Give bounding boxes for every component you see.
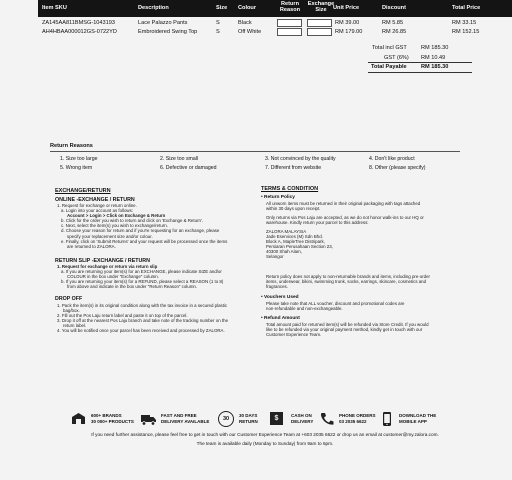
- total-payable-value: RM 185.30: [421, 64, 449, 70]
- row-size: S: [216, 20, 220, 26]
- table-row: [38, 20, 512, 28]
- feature-line: PHONE ORDERS: [339, 413, 376, 418]
- reason-item: 4. Don't like product: [369, 156, 415, 162]
- feature-line: FAST AND FREE: [161, 413, 197, 418]
- cash-on-delivery-icon: $: [270, 412, 283, 425]
- row-description: Embroidered Swing Top: [138, 29, 198, 35]
- header-total-price: Total Price: [452, 5, 481, 11]
- total-payable-label: Total Payable: [371, 64, 407, 70]
- row-sku: ZA145AA811BMSG-1043193: [42, 20, 115, 26]
- footer-contact-text: If you need further assistance, please feel free to get in touch with our Customer Experience Team at +603 2035 6622 or drop us an email at customer@my.zalora.com.: [91, 432, 439, 437]
- return-reason-box[interactable]: [277, 19, 302, 27]
- header-exchange-size: Exchange Size: [307, 1, 335, 13]
- feature-line: 600+ BRANDS: [91, 413, 122, 418]
- header-size: Size: [216, 5, 228, 11]
- return-reason-box[interactable]: [277, 28, 302, 36]
- row-discount: RM 26.85: [382, 29, 407, 35]
- reason-item: 3. Not convinced by the quality: [265, 156, 336, 162]
- row-total-price: RM 152.15: [452, 29, 480, 35]
- return-address: ZALORA MALAYSIA Jade Eservices (M) Sdn Bhd. Block A, MapleTree Distripark, Persiaran Perusahaan Section 23, 40300 Shah Alam, Selangor: [266, 229, 333, 260]
- non-returnable-policy-text: Return policy does not apply to non-returnable brands and items, including pre-order items, underwear, bikini, swimming trunk, socks, earrings, skincare, cosmetics and fragrances.: [266, 274, 431, 290]
- total-incl-gst-label: Total incl GST: [372, 45, 407, 51]
- items-table-header: [38, 0, 512, 17]
- vouchers-used-title: • Vouchers Used: [261, 295, 299, 300]
- reason-item: 2. Size too small: [160, 156, 199, 162]
- row-unit-price: RM 39.00: [335, 20, 360, 26]
- header-discount: Discount: [382, 5, 406, 11]
- header-unit-price: Unit Price: [333, 5, 360, 11]
- exchange-size-box[interactable]: [307, 19, 332, 27]
- totals-divider: [368, 62, 472, 63]
- reason-item: 7. Different from website: [265, 165, 322, 171]
- table-row: [38, 29, 512, 37]
- refund-amount-text: Total amount paid for returned item(s) will be refunded via Store Credit. If you would like to be refunded via your original payment method, kindly get in touch with our Customer Experience Team.: [266, 322, 429, 338]
- brands-icon: [70, 411, 87, 427]
- feature-line: RETURN: [239, 418, 258, 424]
- row-discount: RM 5.85: [382, 20, 404, 26]
- reason-item: 5. Wrong item: [60, 165, 93, 171]
- feature-line: DOWNLOAD THE: [399, 413, 437, 418]
- header-colour: Colour: [238, 5, 257, 11]
- online-exchange-title: ONLINE -EXCHANGE / RETURN: [55, 197, 135, 203]
- return-policy-title: • Return Policy: [261, 195, 295, 200]
- reason-item: 8. Other (please specify): [369, 165, 426, 171]
- feature-line: 30 DAYS: [239, 413, 258, 418]
- row-total-price: RM 33.15: [452, 20, 477, 26]
- feature-line: CASH ON: [291, 413, 312, 418]
- total-incl-gst-value: RM 185.30: [421, 45, 449, 51]
- reason-item: 6. Defective or damaged: [160, 165, 217, 171]
- return-reasons-divider: [50, 151, 460, 152]
- mobile-app-icon: [378, 411, 395, 427]
- row-unit-price: RM 179.00: [335, 29, 363, 35]
- feature-line: DELIVERY AVAILABLE: [161, 418, 210, 424]
- exchange-return-heading: EXCHANGE/RETURN: [55, 188, 111, 194]
- gst-value: RM 10.49: [421, 55, 446, 61]
- row-description: Lace Palazzo Pants: [138, 20, 188, 26]
- gst-label: GST (6%): [384, 55, 409, 61]
- return-slip-title: RETURN SLIP -EXCHANGE / RETURN: [55, 258, 150, 264]
- header-sku: Item SKU: [42, 5, 67, 11]
- vouchers-used-text: Please take note that ALL voucher, discount and promotional codes are non-refundable and non-exchangeable.: [266, 301, 405, 312]
- feature-line: 30 000+ PRODUCTS: [91, 418, 134, 424]
- drop-off-title: DROP OFF: [55, 296, 83, 302]
- return-policy-text: All unworn items must be returned in their original packaging with tags attached within 30 days upon receipt.: [266, 201, 421, 212]
- feature-line: 03 2035 6622: [339, 418, 367, 424]
- row-size: S: [216, 29, 220, 35]
- pos-laju-only-text: Only returns via Pos Laju are accepted, as we do not honor walk-ins to our HQ or warehouse. Kindly return your parcel to this address:: [266, 215, 424, 226]
- feature-line: MOBILE APP: [399, 418, 427, 424]
- row-colour: Off White: [238, 29, 262, 35]
- footer-hours-text: The team is available daily (Monday to Sunday) from 9am to 6pm.: [196, 441, 334, 446]
- reason-item: 1. Size too large: [60, 156, 98, 162]
- totals-divider: [368, 72, 472, 73]
- return-slip-steps: 1. Request for exchange or return via return slip a. If you are returning your item(s) for an EXCHANGE, please indicate SIZE and/or COLOUR in the box under "Exchange" column. b. If you are returning your item(s) for a REFUND, please select a REASON (1 to 8) from above and indicate in the box under "Return Reason" column.: [57, 264, 224, 290]
- online-steps: 1. Request for exchange or return online. a. Login into your account as follows: Account > Login > Click on Exchange & Return b. Click for the order you wish to return and click on 'Exchange & Return'. c. Next, select the item(s) you wish to exchange/return. d. Choose your reason for return and if you're requesting for an exchange, please specify your replacement size and/or colour. e. Finally, click on 'Submit Returns' and your request will be processed once the items are returned to ZALORA.: [57, 203, 228, 249]
- row-sku: AH4HBAA000012GS-0722YD: [42, 29, 117, 35]
- header-return-reason: Return Reason: [279, 1, 301, 13]
- feature-line: DELIVERY: [291, 418, 314, 424]
- row-colour: Black: [238, 20, 252, 26]
- terms-heading: TERMS & CONDITION: [261, 186, 319, 192]
- header-description: Description: [138, 5, 169, 11]
- thirty-days-icon: 30: [218, 411, 234, 427]
- exchange-size-box[interactable]: [307, 28, 332, 36]
- return-reasons-title: Return Reasons: [50, 143, 93, 149]
- refund-amount-title: • Refund Amount: [261, 316, 300, 321]
- phone-icon: [318, 411, 335, 427]
- delivery-truck-icon: [140, 411, 157, 427]
- drop-off-steps: 1. Pack the item(s) in its original condition along with the tax invoice in a secured plastic bag/box. 2. Fill out the Pos Laju return label and paste it on top of the parcel. 3. Drop it off at the nearest Pos Laju branch and take note of the tracking number on the return label. 4. You will be notified once your parcel has been received and processed by ZALORA.: [57, 303, 229, 334]
